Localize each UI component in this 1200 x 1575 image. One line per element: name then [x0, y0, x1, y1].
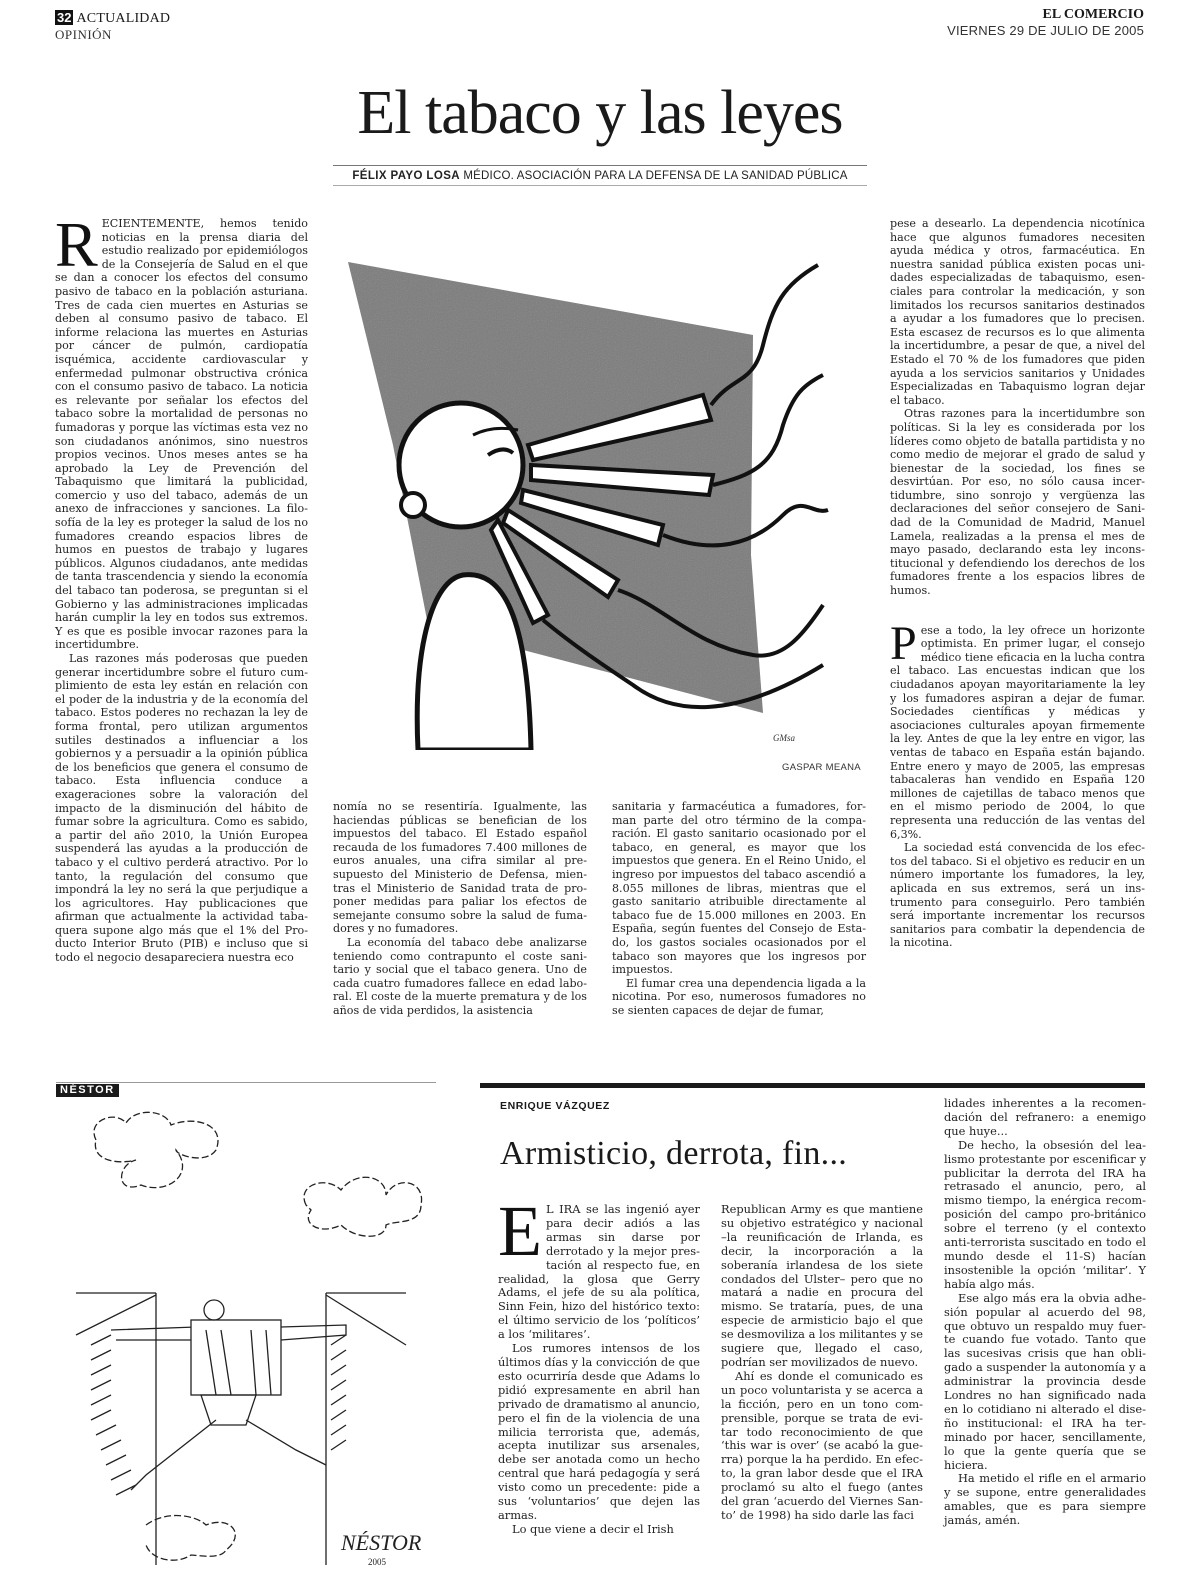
illustration-credit: GASPAR MEANA — [782, 762, 861, 773]
drop-cap: R — [55, 209, 98, 280]
second-article-column-2 — [721, 1203, 923, 1523]
second-article-column-3 — [944, 1097, 1146, 1528]
paragraph: Otras razones para la incertidumbre son políticas. Si la ley es considerada por los líderes como objeto de batalla partidista y no como medio de mejorar el grado de salud y bienestar de la sociedad, los fines se desvirtúan. Por eso, no sólo causa incertidumbre, sino sonrojo y vergüenza las declaraciones del señor consejero de Sanidad de la Comunidad de Madrid, Manuel Lamela, realizadas a la prensa el mes de mayo pasado, declarando esta ley inconstitucional y defendiendo los derechos de los fumadores frente a los espacios libres de humos. — [890, 407, 1145, 598]
main-article-column-3 — [612, 800, 866, 1018]
paragraph: Lo que viene a decir el Irish — [512, 1521, 674, 1536]
second-article-rule — [480, 1083, 1145, 1088]
main-article-column-4 — [890, 217, 1145, 950]
main-article-column-1 — [55, 209, 308, 965]
main-headline: El tabaco y las leyes — [357, 79, 843, 147]
cartoon-signature-year: 2005 — [368, 1557, 386, 1567]
paragraph: Las razones más poderosas que pueden generar incertidumbre sobre el futuro cumplimiento de esta ley están en relación con el poder de la industria y de la economía del tabaco. Estos poderes no rechazan la ley de forma frontal, pero utilizan argumentos sutiles destinados a influenciar a los gobiernos y a persuadir a la opinión pública de los beneficios que genera el consumo de tabaco. Esta influencia conduce a exageraciones sobre la valoración del impacto de la disminución del hábito de fumar sobre la agricultura. Como es sabido, a partir del año 2010, la Unión Europea suspenderá las ayudas a la producción de tabaco y el cultivo perderá atractivo. Por lo tanto, la regulación del consumo que impondrá la ley no será la que perjudique a los agricultores. Hay publicaciones que afirman que actualmente la actividad tabaquera supone algo más que el 1% del Producto Interior Bruto (PIB) e incluso que si todo el negocio desapareciera nuestra eco — [55, 652, 308, 965]
smoking-illustration — [333, 225, 873, 750]
page-number: 32 — [57, 10, 72, 25]
paragraph: El fumar crea una dependencia ligada a la nicotina. Por eso, numerosos fumadores no se sienten capaces de dejar de fumar, — [612, 976, 866, 1017]
paragraph: nomía no se resentiría. Igualmente, las haciendas públicas se benefician de los impuestos del tabaco. El Estado español recauda de los fumadores 7.400 millones de euros anuales, una cifra similar al presupuesto del Ministerio de Defensa, mientras el Ministerio de Sanidad trata de proponer medidas para paliar los efectos de semejante consumo sobre la salud de fumadores y no fumadores. — [333, 800, 587, 936]
subsection-label: OPINIÓN — [55, 27, 112, 42]
second-article-author: ENRIQUE VÁZQUEZ — [500, 1100, 610, 1112]
paragraph: Ahí es donde el comunicado es un poco voluntarista y se acerca a la ficción, pero en un tono comprensible, porque se trata de evitar todo reconocimiento de que ‘this war is over’ (se acabó la guerra) porque la ha perdido. En efecto, la gran labor desde que el IRA proclamó su alto el fuego (antes del gran ‘acuerdo del Viernes Santo’ de 1998) ha sido darle las faci — [721, 1368, 923, 1522]
paragraph: sanitaria y farmacéutica a fumadores, forman parte del otro término de la comparación. El gasto sanitario ocasionado por el tabaco, en general, es mayor que los impuestos que genera. En el Reino Unido, el ingreso por impuestos del tabaco ascendió a 8.055 millones de libras, mientras que el gasto sanitario atribuible directamente al tabaco fue de 15.000 millones en 2003. En España, según fuentes del Consejo de Estado, los gastos sociales ocasionados por el tabaco son mayores que los ingresos por impuestos. — [612, 800, 866, 977]
illustration-signature: GMsa — [773, 733, 795, 743]
drop-cap: P — [890, 616, 917, 670]
author-name: FÉLIX PAYO LOSA — [352, 170, 460, 182]
headline-block — [300, 78, 900, 149]
cartoon-signature: NÉSTOR — [341, 1530, 422, 1555]
paragraph: lidades inherentes a la recomendación del refranero: a enemigo que huye... — [944, 1096, 1146, 1138]
section-label: ACTUALIDAD — [76, 11, 171, 26]
drop-cap: E — [498, 1191, 542, 1271]
cliff-hanger-drawing-icon — [56, 1095, 446, 1570]
paragraph: Ha metido el rifle en el armario y se supone, entre generalidades amables, que es para siempre jamás, amén. — [944, 1471, 1146, 1528]
nestor-cartoon — [56, 1095, 446, 1570]
paragraph: Ese algo más era la obvia adhesión popular al acuerdo del 98, que obtuvo un respaldo muy fuerte cuando fue votado. Tanto que las sucesivas crisis que han obligado a suspender la autonomía y a administrar la provincia desde Londres no han significado nada en lo cotidiano ni alterado el diseño institucional: el IRA ha terminado por hacer, sencillamente, lo que la gente quería que se hiciera. — [944, 1290, 1146, 1472]
second-headline: Armisticio, derrota, fin... — [500, 1135, 848, 1172]
second-article-column-1 — [498, 1191, 700, 1537]
cartoon-label: NÉSTOR — [56, 1084, 119, 1097]
smoker-drawing-icon — [333, 225, 873, 750]
main-article-column-2 — [333, 800, 587, 1018]
paragraph: La sociedad está convencida de los efectos del tabaco. Si el objetivo es reducir en un número importante los fumadores, la ley, aplicada en sus extremos, será un instrumento para conseguirlo. Pero también será importante incrementar los recursos sanitarios para combatir la dependencia de la nicotina. — [890, 841, 1145, 950]
paragraph: pese a desearlo. La dependencia nicotínica hace que algunos fumadores necesiten ayuda médica y otros, farmacéutica. En nuestra sanidad pública existen pocas unidades especializadas de tabaquismo, esenciales para controlar la medicación, y son limitados los recursos sanitarios destinados a ayudar a los fumadores que lo precisen. Esta escasez de recursos es lo que alimenta la incertidumbre, a pesar de que, a nivel del Estado el 70 % de los fumadores que piden ayuda a los servicios sanitarios y Unidades Especializadas en Tabaquismo logran dejar el tabaco. — [890, 217, 1145, 407]
author-role: MÉDICO. ASOCIACIÓN PARA LA DEFENSA DE LA SANIDAD PÚBLICA — [463, 170, 848, 182]
byline — [333, 165, 867, 186]
newspaper-name: EL COMERCIO — [1042, 7, 1144, 22]
paragraph: La economía del tabaco debe analizarse teniendo como contrapunto el coste sanitario y social que el tabaco genera. Uno de cada cuatro fumadores fallece en edad laboral. El coste de la muerte prematura y de los años de vida perdidos, la asistencia — [333, 935, 587, 1017]
publication-date: VIERNES 29 DE JULIO DE 2005 — [947, 23, 1144, 38]
paragraph: Pese a todo, la ley ofrece un horizonte optimista. En primer lugar, el consejo médico tiene eficacia en la lucha contra el tabaco. Las encuestas indican que los ciudadanos apoyan mayoritariamente la ley y los fumadores aspiran a dejar de fumar. Sociedades científicas y médicas y asociaciones culturales apoyan firmemente la ley. Antes de que la ley entre en vigor, las ventas de tabaco en España están bajando. Entre enero y mayo de 2005, las empresas tabacaleras han vendido en España 120 millones de cajetillas de tabaco menos que en el mismo periodo de 2004, lo que representa una reducción de las ventas del 6,3%. — [890, 616, 1145, 841]
paragraph: Republican Army es que mantiene su objetivo estratégico y nacional –la reunificación de Irlanda, es decir, la incorporación a la soberanía irlandesa de los siete condados del Ulster– pero que no matará a nadie en procura del mismo. Se trataría, pues, de una especie de armisticio bajo el que se desmoviliza a los militantes y se sugiere que, llegado el caso, podrían ser movilizados de nuevo. — [721, 1202, 923, 1369]
paragraph: Los rumores intensos de los últimos días y la convicción de que esto ocurriría desde que Adams lo pidió expresamente en abril han privado de dramatismo al anuncio, pero el fin de la violencia de una milicia terrorista que, además, acepta inutilizar sus arsenales, debe ser anotada como un hecho central que hará pedagogía y será visto como un precedente: pide a sus ‘voluntarios’ que dejen las armas. — [498, 1341, 700, 1522]
second-headline-block — [500, 1135, 940, 1173]
page-header-left — [55, 7, 170, 43]
paragraph: De hecho, la obsesión del lealismo protestante por escenificar y publicitar la derrota del IRA ha retrasado el anuncio, pero, al mismo tiempo, la enérgica recomposición del campo pro-británico sobre el terreno (y el contexto anti-terrorista suscitado en todo el mundo desde el 11-S) hacían insostenible la opción ‘militar’. Y había algo más. — [944, 1137, 1146, 1291]
paragraph: E L IRA se las ingenió ayer para decir adiós a las armas sin darse por derrotado y la mejor prestación al respecto fue, en realidad, la glosa que Gerry Adams, el jefe de su ala política, Sinn Fein, hizo del histórico texto: el último servicio de los ‘políticos’ a los ‘militares’. — [498, 1191, 700, 1342]
page-header-right — [947, 7, 1144, 38]
paragraph: RECIENTEMENTE, hemos tenido noticias en la prensa diaria del estudio realizado por epidemiólogos de la Consejería de Salud en el que se dan a conocer los efectos del consumo pasivo de tabaco en la población asturiana. Tres de cada cien muertes en Asturias se deben al consumo pasivo de tabaco. El informe relaciona las muertes en Asturias por cáncer de pulmón, cardiopatía isquémica, accidente cardiovascular y enfermedad pulmonar obstructiva crónica con el consumo pasivo de tabaco. La noticia es relevante por señalar los efectos del tabaco sobre la mortalidad de personas no fumadoras y porque las víctimas esta vez no son ciudadanos anónimos, sino nuestros propios vecinos. Unos meses antes se ha aprobado la Ley de Prevención del Tabaquismo que limitará la publicidad, comercio y uso del tabaco, además de un anexo de infracciones y sanciones. La filosofía de la ley es proteger la salud de los no fumadores creando espacios libres de humos en puestos de trabajo y lugares públicos. Algunos ciudadanos, ante medidas de tanta trascendencia y siendo la economía del tabaco tan poderosa, se preguntan si el Gobierno y las administraciones implicadas harán cumplir la ley en todos sus extremos. Y es que es posible invocar razones para la incertidumbre. — [55, 209, 308, 652]
